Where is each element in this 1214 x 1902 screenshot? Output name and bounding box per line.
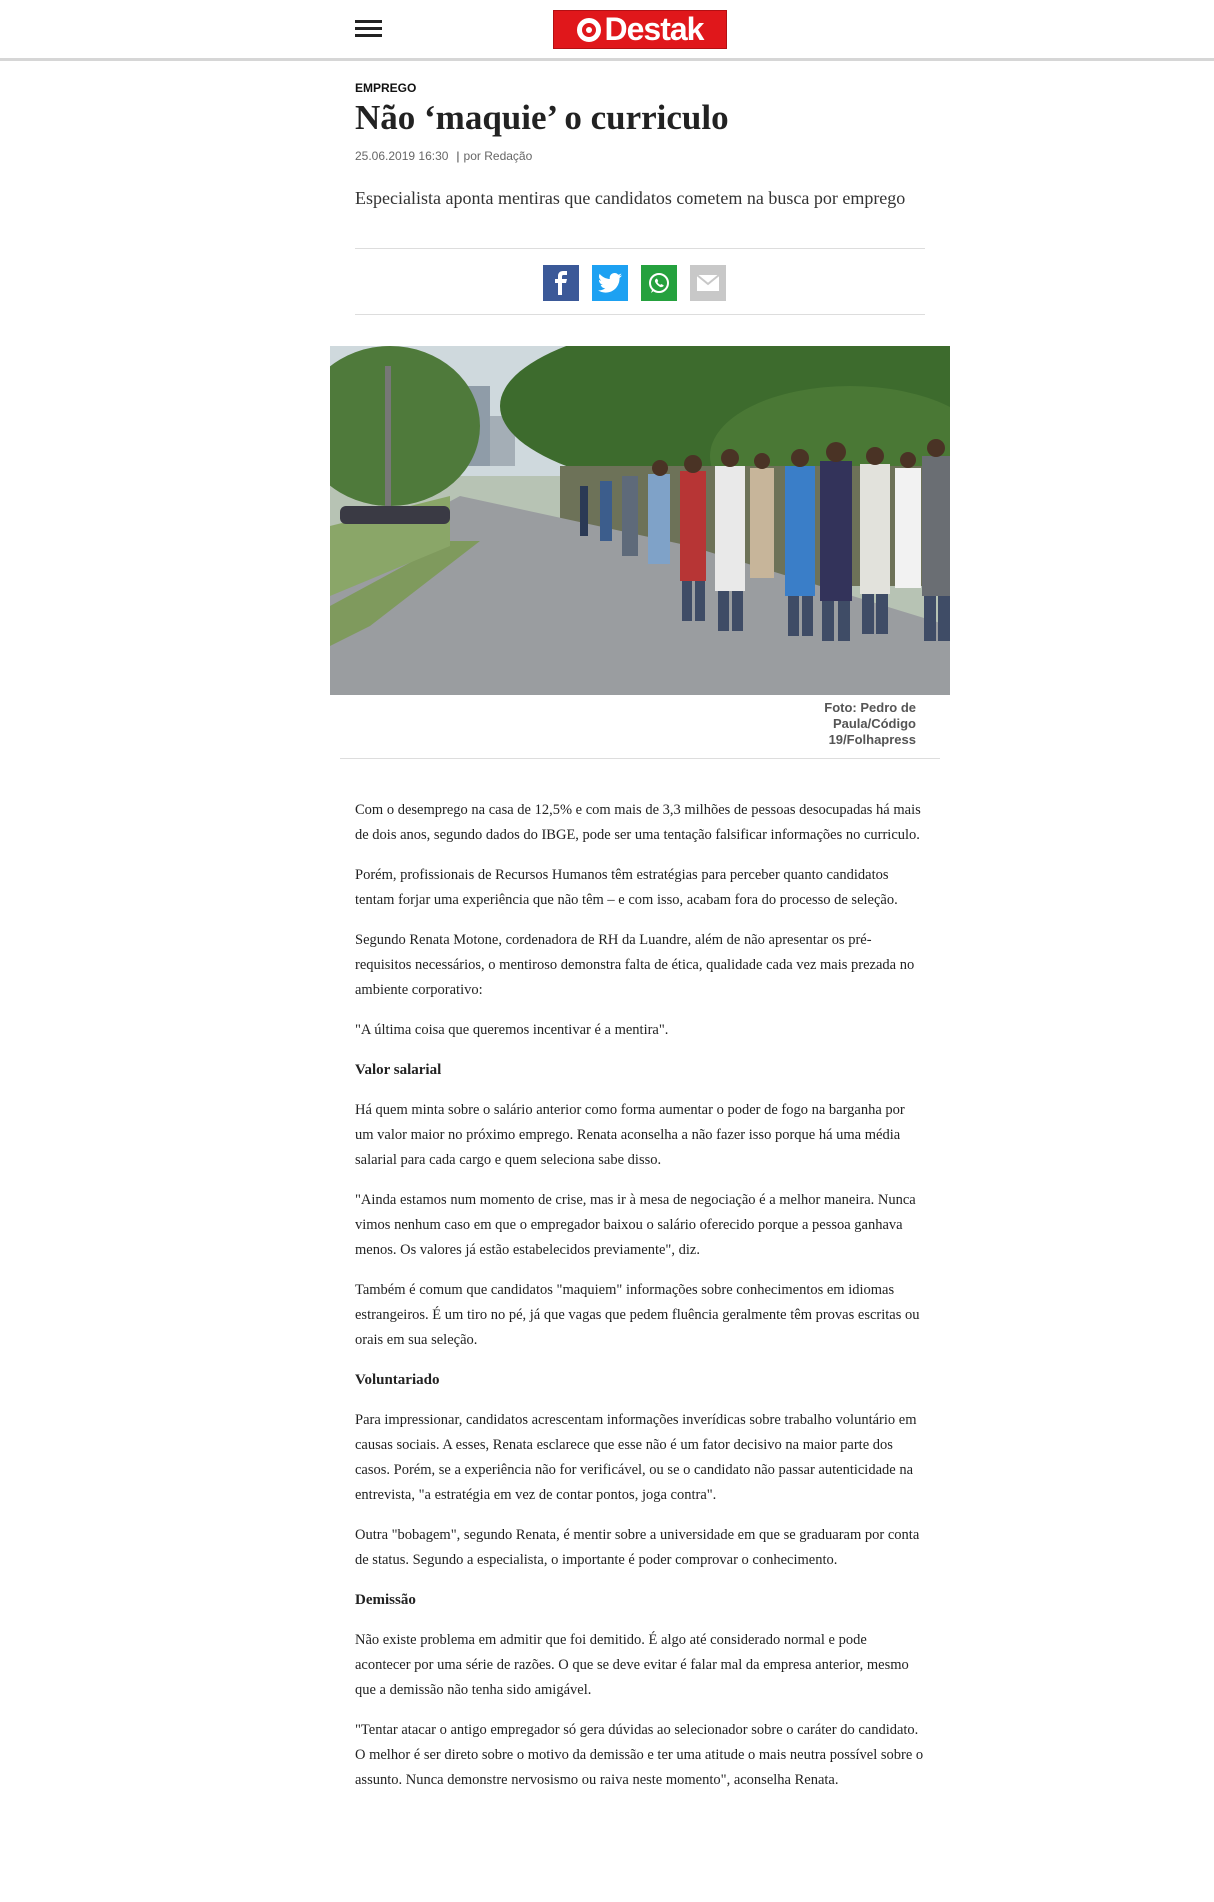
photo-credit-line: 19/Folhapress: [828, 732, 916, 747]
facebook-icon: [551, 271, 571, 295]
share-divider-top: [355, 248, 925, 249]
body-paragraph: "A última coisa que queremos incentivar é a mentira".: [355, 1022, 669, 1038]
section-heading: Voluntariado: [355, 1372, 440, 1388]
article-photo: [330, 346, 950, 695]
logo-mark-icon: [577, 18, 601, 42]
photo-credit-line: Foto: Pedro de: [824, 700, 916, 715]
whatsapp-icon: [647, 271, 671, 295]
photo-credit-line: Paula/Código: [832, 716, 916, 731]
body-paragraph: "Tentar atacar o antigo empregador só gera dúvidas ao selecionador sobre o caráter do candidato. O melhor é ser direto sobre o motivo da demissão e ter uma atitude o mais neutra possível sobre o assunto. Nunca demonstre nervosismo ou raiva neste momento", aconselha Renata.: [355, 1722, 924, 1788]
body-paragraph: Porém, profissionais de Recursos Humanos têm estratégias para perceber quanto candidatos tentam forjar uma experiência que não têm – e com isso, acabam fora do processo de seleção.: [355, 867, 898, 908]
hamburger-menu-icon[interactable]: [355, 20, 382, 38]
article-category[interactable]: EMPREGO: [355, 81, 417, 95]
section-heading: Demissão: [355, 1592, 416, 1608]
share-email-button[interactable]: [690, 265, 726, 301]
body-paragraph: Para impressionar, candidatos acrescentam informações inverídicas sobre trabalho voluntário em causas sociais. A esses, Renata esclarece que esse não é um fator decisivo na maior parte dos casos. Porém, se a experiência não for verificável, ou se o candidato não passar autenticidade na entrevista, "a estratégia em vez de contar pontos, joga contra".: [355, 1412, 917, 1503]
photo-divider: [340, 758, 940, 759]
photo-credit: [780, 700, 916, 748]
article-subtitle: Especialista aponta mentiras que candidatos cometem na busca por emprego: [355, 188, 906, 208]
body-paragraph: Segundo Renata Motone, cordenadora de RH da Luandre, além de não apresentar os pré-requisitos necessários, o mentiroso demonstra falta de ética, qualidade cada vez mais prezada no ambiente corporativo:: [355, 932, 915, 998]
photo-people-queue-image: [330, 346, 950, 695]
article-body: [355, 798, 925, 1808]
email-icon: [696, 274, 720, 292]
section-heading: Valor salarial: [355, 1062, 442, 1078]
body-paragraph: Há quem minta sobre o salário anterior como forma aumentar o poder de fogo na barganha por um valor maior no próximo emprego. Renata aconselha a não fazer isso porque há uma média salarial para cada cargo e quem seleciona sabe disso.: [355, 1102, 905, 1168]
twitter-icon: [598, 273, 622, 293]
destak-logo[interactable]: [553, 10, 727, 49]
article-author: por Redação: [463, 149, 533, 163]
share-twitter-button[interactable]: [592, 265, 628, 301]
article-date: 25.06.2019 16:30: [355, 149, 449, 163]
body-paragraph: Não existe problema em admitir que foi demitido. É algo até considerado normal e pode acontecer por uma série de razões. O que se deve evitar é falar mal da empresa anterior, mesmo que a demissão não tenha sido amigável.: [355, 1632, 909, 1698]
share-whatsapp-button[interactable]: [641, 265, 677, 301]
body-paragraph: Também é comum que candidatos "maquiem" informações sobre conhecimentos em idiomas estrangeiros. É um tiro no pé, já que vagas que pedem fluência geralmente têm provas escritas ou orais em sua seleção.: [355, 1282, 920, 1348]
body-paragraph: Com o desemprego na casa de 12,5% e com mais de 3,3 milhões de pessoas desocupadas há mais de dois anos, segundo dados do IBGE, pode ser uma tentação falsificar informações no curriculo.: [355, 802, 921, 843]
meta-separator: |: [456, 149, 460, 163]
article-meta: [355, 149, 532, 163]
logo-text: Destak: [604, 11, 704, 47]
top-bar: [0, 0, 1214, 61]
share-divider-bottom: [355, 314, 925, 315]
share-facebook-button[interactable]: [543, 265, 579, 301]
body-paragraph: Outra "bobagem", segundo Renata, é mentir sobre a universidade em que se graduaram por conta de status. Segundo a especialista, o importante é poder comprovar o conhecimento.: [355, 1527, 920, 1568]
body-paragraph: "Ainda estamos num momento de crise, mas ir à mesa de negociação é a melhor maneira. Nunca vimos nenhum caso em que o empregador baixou o salário oferecido porque a pessoa ganhava menos. Os valores já estão estabelecidos previamente", diz.: [355, 1192, 916, 1258]
article-title: Não ‘maquie’ o curriculo: [355, 98, 729, 137]
